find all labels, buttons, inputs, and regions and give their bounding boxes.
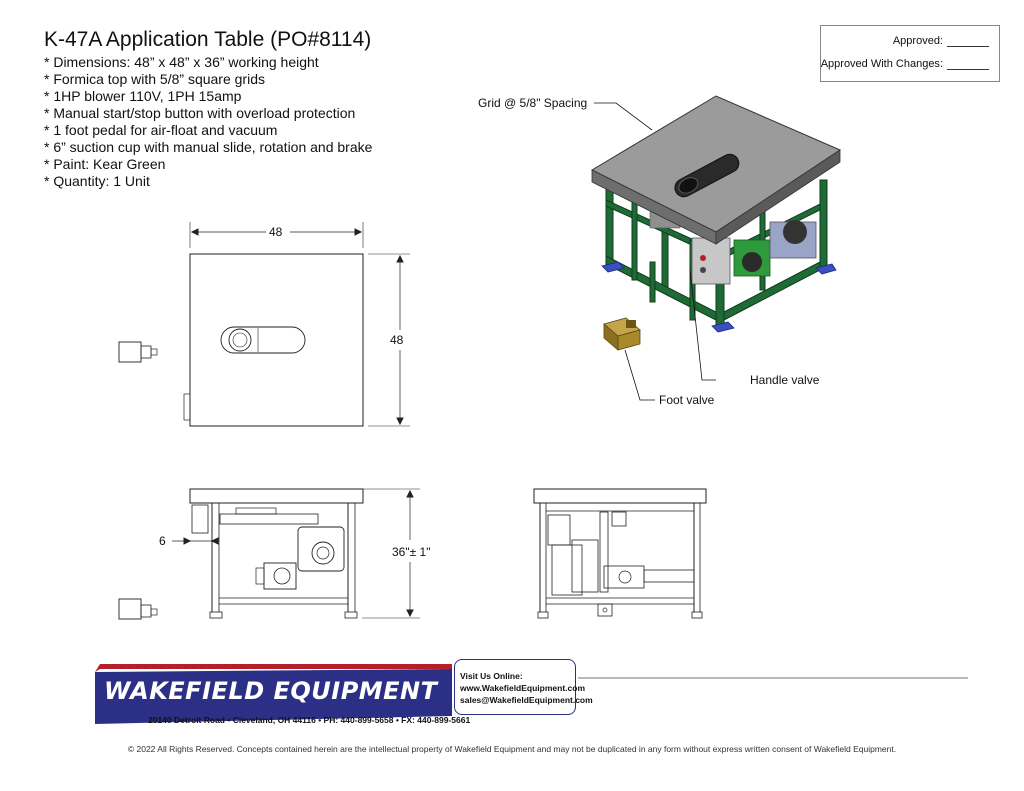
foot-valve: [604, 318, 640, 350]
page-title: K-47A Application Table (PO#8114): [44, 28, 372, 51]
spec-item: * 6” suction cup with manual slide, rotation and brake: [44, 139, 373, 155]
company-logo: WAKEFIELD EQUIPMENT: [104, 677, 438, 705]
top-view: [119, 222, 410, 426]
visit-title: Visit Us Online:: [460, 671, 523, 681]
spec-item: * 1 foot pedal for air-float and vacuum: [44, 122, 278, 138]
approved-changes-label: Approved With Changes:: [820, 58, 943, 70]
visit-online-box: [454, 659, 593, 715]
spec-item: * Paint: Kear Green: [44, 156, 166, 172]
dimension-side-offset: 6: [159, 534, 166, 548]
foot-valve-callout: Foot valve: [659, 393, 715, 407]
website-link[interactable]: www.WakefieldEquipment.com: [460, 683, 585, 693]
spec-item: * Dimensions: 48” x 48” x 36” working height: [44, 54, 319, 70]
dimension-height: 36"± 1": [392, 545, 431, 559]
grid-leader-line: [594, 103, 652, 130]
control-box: [692, 238, 730, 284]
spec-item: * 1HP blower 110V, 1PH 15amp: [44, 88, 242, 104]
company-address: 20140 Detroit Road • Cleveland, OH 44116 • PH: 440-899-5658 • FX: 440-899-5661: [148, 715, 471, 725]
isometric-view: [592, 96, 840, 400]
spec-item: * Quantity: 1 Unit: [44, 173, 150, 189]
approved-label: Approved:: [892, 35, 943, 47]
dimension-top-depth: 48: [390, 333, 404, 347]
grid-callout: Grid @ 5/8" Spacing: [478, 96, 588, 110]
dimension-top-width: 48: [269, 225, 283, 239]
spec-item: * Manual start/stop button with overload protection: [44, 105, 356, 121]
copyright-footer: © 2022 All Rights Reserved. Concepts contained herein are the intellectual property of Wakefield Equipment and may not be duplicated in any form without express written consent of Wakefield Equipment.: [127, 744, 897, 754]
foot-valve-leader-line: [625, 350, 655, 400]
email-link[interactable]: sales@WakefieldEquipment.com: [460, 695, 593, 705]
handle-valve-callout: Handle valve: [750, 373, 820, 387]
spec-item: * Formica top with 5/8” square grids: [44, 71, 265, 87]
front-elevation: [119, 489, 420, 619]
side-elevation: [534, 489, 706, 618]
